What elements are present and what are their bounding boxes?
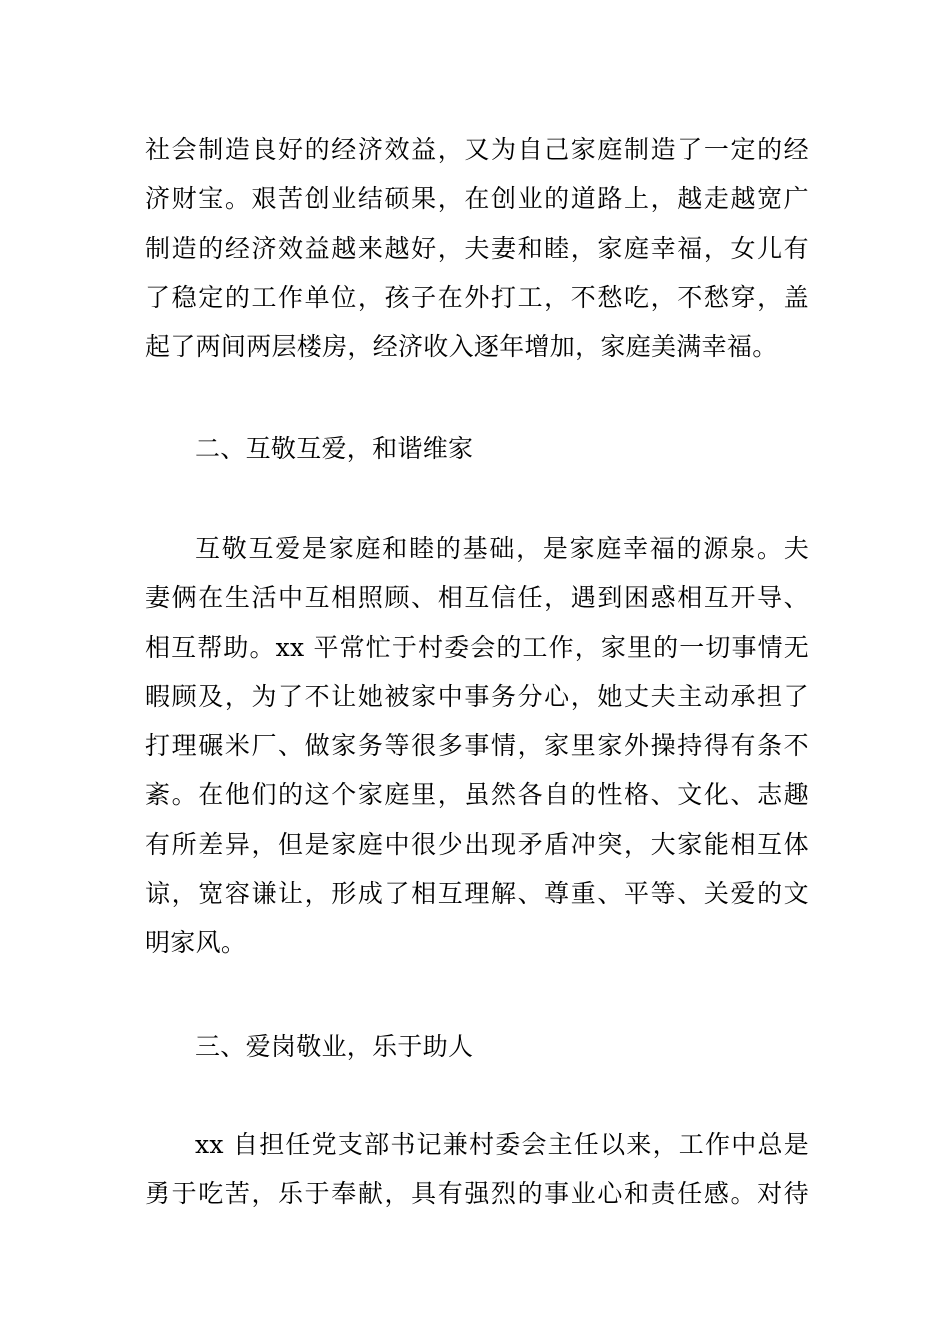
paragraph-family-prosperity [145, 125, 809, 371]
paragraph-line: 相互帮助。xx 平常忙于村委会的工作，家里的一切事情无 [145, 632, 809, 662]
section-heading-text: 二、互敬互爱，和谐维家 [195, 434, 474, 463]
paragraph-line: 起了两间两层楼房，经济收入逐年增加，家庭美满幸福。 [145, 332, 778, 362]
paragraph-line: 暇顾及，为了不让她被家中事务分心，她丈夫主动承担了 [145, 681, 809, 711]
paragraph-line: 了稳定的工作单位，孩子在外打工，不愁吃，不愁穿，盖 [145, 282, 809, 312]
paragraph-line: 互敬互爱是家庭和睦的基础，是家庭幸福的源泉。夫 [195, 534, 809, 563]
paragraph-mutual-respect [145, 524, 809, 968]
paragraph-line: 有所差异，但是家庭中很少出现矛盾冲突，大家能相互体 [145, 829, 809, 859]
paragraph-line: 谅，宽容谦让，形成了相互理解、尊重、平等、关爱的文 [145, 879, 809, 909]
paragraph-line: 紊。在他们的这个家庭里，虽然各自的性格、文化、志趣 [145, 780, 809, 810]
paragraph-line: 明家风。 [145, 928, 247, 958]
paragraph-line: 打理碾米厂、做家务等很多事情，家里家外操持得有条不 [145, 731, 809, 761]
paragraph-line: 勇于吃苦，乐于奉献，具有强烈的事业心和责任感。对待 [145, 1179, 809, 1209]
paragraph-line: xx 自担任党支部书记兼村委会主任以来，工作中总是 [195, 1130, 809, 1159]
paragraph-dedication [145, 1120, 809, 1219]
paragraph-line: 制造的经济效益越来越好，夫妻和睦，家庭幸福，女儿有 [145, 233, 809, 263]
paragraph-line: 社会制造良好的经济效益，又为自己家庭制造了一定的经 [145, 135, 809, 164]
paragraph-line: 妻俩在生活中互相照顾、相互信任，遇到困惑相互开导、 [145, 583, 809, 613]
section-heading-2 [145, 424, 809, 473]
paragraph-line: 济财宝。艰苦创业结硕果，在创业的道路上，越走越宽广 [145, 184, 809, 214]
section-heading-text: 三、爱岗敬业，乐于助人 [195, 1032, 474, 1061]
section-heading-3 [145, 1022, 809, 1071]
